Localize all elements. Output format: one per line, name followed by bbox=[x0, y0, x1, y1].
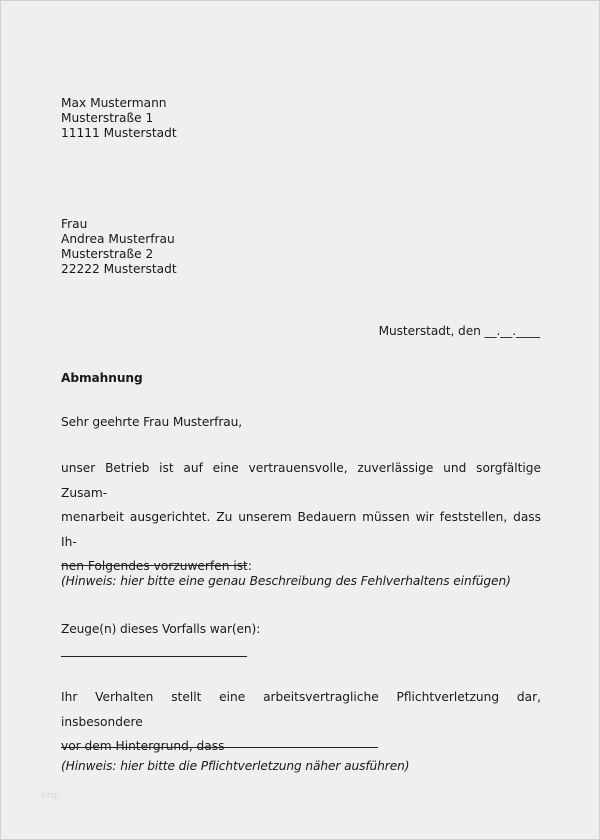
recipient-name: Andrea Musterfrau bbox=[61, 232, 175, 246]
recipient-salutation: Frau bbox=[61, 217, 88, 231]
sender-name: Max Mustermann bbox=[61, 96, 167, 110]
paragraph-1-line: unser Betrieb ist auf eine vertrauensvolle, zuverlässige und sorgfältige Zusam- bbox=[61, 461, 541, 500]
recipient-address bbox=[61, 217, 177, 277]
paragraph-2-line: Ihr Verhalten stellt eine arbeitsvertragliche Pflichtverletzung dar, insbesondere bbox=[61, 690, 541, 729]
witness-label: Zeuge(n) dieses Vorfalls war(en): bbox=[61, 622, 261, 636]
date-line: Musterstadt, den __.__.____ bbox=[378, 324, 540, 338]
watermark: http bbox=[41, 791, 60, 801]
witness-blank-line bbox=[61, 656, 247, 657]
paragraph-2-line: vor dem Hintergrund, dass bbox=[61, 739, 225, 753]
sender-city: 11111 Musterstadt bbox=[61, 126, 177, 140]
recipient-street: Musterstraße 2 bbox=[61, 247, 154, 261]
recipient-city: 22222 Musterstadt bbox=[61, 262, 177, 276]
paragraph-1-line: nen Folgendes vorzuwerfen ist: bbox=[61, 559, 252, 573]
sender-street: Musterstraße 1 bbox=[61, 111, 154, 125]
paragraph-1 bbox=[61, 456, 541, 579]
hint-description: (Hinweis: hier bitte eine genau Beschreibung des Fehlverhaltens einfügen) bbox=[61, 574, 511, 588]
violation-blank-line bbox=[61, 747, 378, 748]
sender-address bbox=[61, 96, 177, 141]
paragraph-1-line: menarbeit ausgerichtet. Zu unserem Bedauern müssen wir feststellen, dass Ih- bbox=[61, 510, 541, 549]
hint-violation: (Hinweis: hier bitte die Pflichtverletzung näher ausführen) bbox=[61, 759, 410, 773]
greeting: Sehr geehrte Frau Musterfrau, bbox=[61, 415, 243, 429]
subject: Abmahnung bbox=[61, 371, 143, 385]
description-blank-line bbox=[61, 565, 247, 566]
